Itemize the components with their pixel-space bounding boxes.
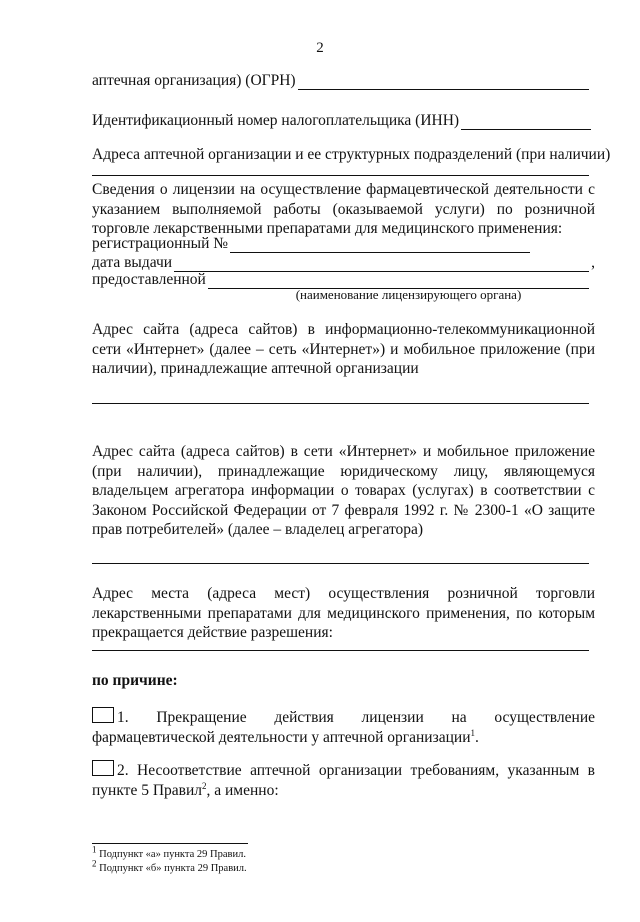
reg-number-field	[92, 234, 595, 253]
ogrn-blank-line[interactable]	[298, 75, 589, 90]
reason-1-text: 1. Прекращение действия лицензии на осуществление фармацевтической деятельности у аптечной организации	[92, 709, 595, 746]
inn-blank-line[interactable]	[461, 115, 591, 130]
reason-2-text: 2. Несоответствие аптечной организации требованиям, указанным в пункте 5 Правил	[92, 762, 595, 799]
ogrn-field	[92, 71, 595, 90]
footnote-2-number: 2	[92, 858, 97, 869]
addresses-blank-line[interactable]	[92, 175, 589, 176]
footnote-1-text: Подпункт «а» пункта 29 Правил.	[99, 849, 246, 860]
footnote-1	[92, 844, 246, 861]
reg-number-label: регистрационный №	[92, 235, 229, 252]
inn-label: Идентификационный номер налогоплательщика (ИНН)	[92, 112, 460, 129]
site-aggregator-text: Адрес сайта (адреса сайтов) в сети «Интернет» и мобильное приложение (при наличии), принадлежащие юридическому лицу, являющемуся владельцем агрегатора информации о товарах (услугах) в соответствии с Законом Российской Федерации от 7 февраля 1992 г. № 2300-1 «О защите прав потребителей» (далее – владелец агрегатора)	[92, 443, 595, 538]
footnote-2	[92, 858, 247, 875]
reason-2	[92, 760, 595, 800]
reasons-heading: по причине:	[92, 672, 178, 689]
reason-1	[92, 707, 595, 747]
licensing-authority-caption: (наименование лицензирующего органа)	[295, 287, 522, 302]
footnote-1-number: 1	[92, 844, 97, 855]
ogrn-label: аптечная организация) (ОГРН)	[92, 72, 296, 89]
retail-address-text: Адрес места (адреса мест) осуществления розничной торговли лекарственными препаратами для медицинского применения, по которым прекращается действие разрешения:	[92, 585, 595, 641]
site-pharmacy-blank-line[interactable]	[92, 403, 589, 404]
issue-date-label: дата выдачи	[92, 254, 173, 271]
footnote-2-text: Подпункт «б» пункта 29 Правил.	[99, 863, 247, 874]
issue-date-comma: ,	[591, 254, 595, 271]
addresses-field	[92, 145, 611, 164]
page-number: 2	[316, 40, 324, 56]
license-info-text: Сведения о лицензии на осуществление фармацевтической деятельности с указанием выполняемой работы (оказываемой услуги) по розничной торговле лекарственными препаратами для медицинского применения:	[92, 181, 595, 237]
addresses-label: Адреса аптечной организации и ее структурных подразделений (при наличии)	[92, 146, 611, 163]
site-aggregator-blank-line[interactable]	[92, 563, 589, 564]
footnote-separator	[92, 843, 248, 844]
site-pharmacy-text: Адрес сайта (адреса сайтов) в информационно-телекоммуникационной сети «Интернет» (далее – сеть «Интернет») и мобильное приложение (при наличии), принадлежащие аптечной организации	[92, 321, 595, 377]
reason-1-checkbox[interactable]	[92, 707, 114, 723]
reason-2-checkbox[interactable]	[92, 760, 114, 776]
retail-address-blank-line[interactable]	[92, 650, 589, 651]
reason-2-end: , а именно:	[206, 781, 279, 799]
granted-by-label: предоставленной	[92, 271, 206, 288]
reg-number-blank-line[interactable]	[230, 238, 530, 253]
reason-1-end: .	[475, 728, 479, 746]
inn-field	[92, 111, 595, 130]
footnote-ref-2: 2	[202, 780, 207, 791]
footnote-ref-1: 1	[470, 727, 475, 738]
